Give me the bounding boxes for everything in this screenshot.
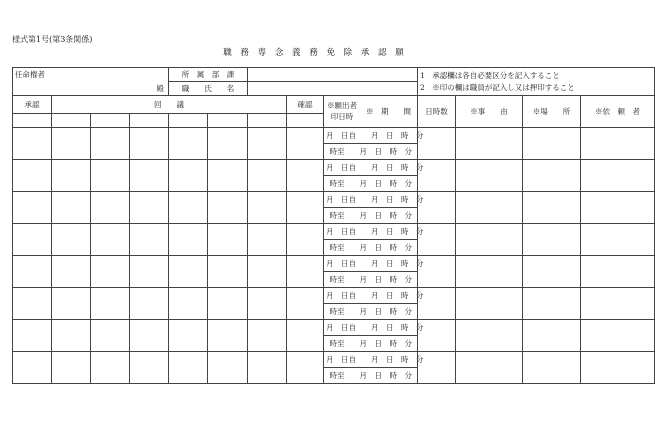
signature-cell[interactable]: [287, 192, 324, 224]
datetime-cell[interactable]: [324, 320, 424, 336]
review-sub-4: [169, 114, 208, 128]
signature-cell[interactable]: [208, 224, 248, 256]
signature-cell[interactable]: [248, 288, 287, 320]
period-datetime: 自 月 日 時 分: [348, 322, 424, 332]
note-2: 2 ※印の欄は職員が記入し又は押印すること: [420, 82, 575, 92]
stamp-datetime: 月 日: [326, 226, 349, 236]
note-1: 1 承認欄は各自必要区分を記入すること: [420, 71, 560, 81]
approval-sub: [13, 114, 52, 128]
col-review: 回 議: [52, 96, 287, 114]
period-datetime: 自 月 日 時 分: [348, 194, 424, 204]
signature-cell[interactable]: [287, 320, 324, 352]
period-datetime: 自 月 日 時 分: [348, 226, 424, 236]
signature-cell[interactable]: [52, 192, 91, 224]
signature-cell[interactable]: [91, 288, 130, 320]
form-row-a: [13, 160, 655, 176]
signature-cell[interactable]: [13, 128, 52, 160]
form-row-a: [13, 288, 655, 304]
signature-cell[interactable]: [169, 288, 208, 320]
stamp-datetime: 月 日: [326, 162, 349, 172]
period-datetime: 至 月 日 時 分: [337, 370, 413, 380]
signature-cell[interactable]: [130, 256, 169, 288]
approval-form-table: [12, 67, 655, 384]
review-sub-1: [52, 114, 91, 128]
signature-cell[interactable]: [287, 224, 324, 256]
signature-cell[interactable]: [91, 352, 130, 384]
signature-cell[interactable]: [13, 224, 52, 256]
form-title: 職 務 専 念 義 務 免 除 承 認 願: [223, 48, 407, 58]
signature-cell[interactable]: [91, 128, 130, 160]
place-field[interactable]: [523, 224, 581, 256]
reason-field[interactable]: [456, 320, 523, 352]
requester-field[interactable]: [581, 256, 655, 288]
signature-cell[interactable]: [169, 160, 208, 192]
stamp-datetime: 時: [329, 242, 338, 252]
period-datetime: 自 月 日 時 分: [348, 354, 424, 364]
datetime-cell[interactable]: [324, 128, 424, 144]
signature-cell[interactable]: [287, 256, 324, 288]
col-days: 日時数: [418, 96, 456, 128]
reason-field[interactable]: [456, 160, 523, 192]
signature-cell[interactable]: [130, 128, 169, 160]
signature-cell[interactable]: [208, 320, 248, 352]
signature-cell[interactable]: [13, 352, 52, 384]
col-stamp-line2: 印日時: [330, 111, 354, 121]
stamp-datetime: 時: [329, 146, 338, 156]
datetime-cell[interactable]: [324, 368, 418, 384]
col-reason: ※事 由: [456, 96, 523, 128]
signature-cell[interactable]: [130, 352, 169, 384]
name-label: 職 氏 名: [169, 82, 248, 96]
stamp-datetime: 月 日: [326, 354, 349, 364]
place-field[interactable]: [523, 320, 581, 352]
signature-cell[interactable]: [169, 320, 208, 352]
signature-cell[interactable]: [208, 256, 248, 288]
dept-field[interactable]: [248, 68, 418, 82]
datetime-cell[interactable]: [324, 192, 424, 208]
datetime-cell[interactable]: [324, 288, 424, 304]
signature-cell[interactable]: [248, 128, 287, 160]
appointer-cell: [13, 68, 169, 96]
col-stamp-line1: ※願出者: [327, 101, 357, 110]
place-field[interactable]: [523, 192, 581, 224]
signature-cell[interactable]: [91, 320, 130, 352]
signature-cell[interactable]: [130, 288, 169, 320]
datetime-cell[interactable]: [324, 176, 418, 192]
datetime-cell[interactable]: [324, 336, 418, 352]
review-sub-3: [130, 114, 169, 128]
signature-cell[interactable]: [130, 224, 169, 256]
reason-field[interactable]: [456, 256, 523, 288]
signature-cell[interactable]: [52, 128, 91, 160]
datetime-cell[interactable]: [324, 304, 418, 320]
signature-cell[interactable]: [287, 128, 324, 160]
place-field[interactable]: [523, 288, 581, 320]
confirm-sub: [287, 114, 324, 128]
col-requester: ※依 頼 者: [581, 96, 655, 128]
datetime-cell[interactable]: [324, 272, 418, 288]
signature-cell[interactable]: [208, 352, 248, 384]
period-datetime: 至 月 日 時 分: [337, 242, 413, 252]
signature-cell[interactable]: [91, 256, 130, 288]
signature-cell[interactable]: [248, 352, 287, 384]
signature-cell[interactable]: [208, 160, 248, 192]
datetime-cell[interactable]: [324, 208, 418, 224]
signature-cell[interactable]: [52, 320, 91, 352]
datetime-cell[interactable]: [324, 352, 424, 368]
signature-cell[interactable]: [130, 192, 169, 224]
reason-field[interactable]: [456, 352, 523, 384]
stamp-datetime: 時: [329, 274, 338, 284]
stamp-datetime: 時: [329, 178, 338, 188]
stamp-datetime: 月 日: [326, 290, 349, 300]
place-field[interactable]: [523, 128, 581, 160]
stamp-datetime: 時: [329, 370, 338, 380]
requester-field[interactable]: [581, 352, 655, 384]
signature-cell[interactable]: [248, 256, 287, 288]
signature-cell[interactable]: [91, 224, 130, 256]
col-confirm: 確認: [287, 96, 324, 114]
reason-field[interactable]: [456, 128, 523, 160]
signature-cell[interactable]: [287, 288, 324, 320]
signature-cell[interactable]: [208, 288, 248, 320]
stamp-datetime: 月 日: [326, 130, 349, 140]
period-datetime: 自 月 日 時 分: [348, 130, 424, 140]
form-row-a: [13, 192, 655, 208]
stamp-datetime: 時: [329, 306, 338, 316]
signature-cell[interactable]: [248, 160, 287, 192]
stamp-datetime: 月 日: [326, 258, 349, 268]
appointer-label: 任命権者: [15, 70, 45, 79]
place-field[interactable]: [523, 256, 581, 288]
dept-label: 所 属 部 課: [169, 68, 248, 82]
signature-cell[interactable]: [13, 160, 52, 192]
name-field[interactable]: [248, 82, 418, 96]
signature-cell[interactable]: [91, 160, 130, 192]
review-sub-6: [248, 114, 287, 128]
form-row-a: [13, 320, 655, 336]
form-row-a: [13, 224, 655, 240]
period-datetime: 至 月 日 時 分: [337, 274, 413, 284]
period-datetime: 自 月 日 時 分: [348, 162, 424, 172]
place-field[interactable]: [523, 352, 581, 384]
datetime-cell[interactable]: [324, 256, 424, 272]
col-stamp-period: [324, 96, 418, 128]
signature-cell[interactable]: [52, 352, 91, 384]
col-period: ※ 期 間: [366, 106, 412, 116]
signature-cell[interactable]: [91, 192, 130, 224]
period-datetime: 至 月 日 時 分: [337, 338, 413, 348]
signature-cell[interactable]: [169, 128, 208, 160]
period-datetime: 自 月 日 時 分: [348, 258, 424, 268]
review-sub-5: [208, 114, 248, 128]
form-row-a: [13, 256, 655, 272]
requester-field[interactable]: [581, 192, 655, 224]
signature-cell[interactable]: [52, 160, 91, 192]
signature-cell[interactable]: [130, 160, 169, 192]
dono-label: 殿: [156, 83, 164, 93]
datetime-cell[interactable]: [324, 224, 424, 240]
datetime-cell[interactable]: [324, 160, 424, 176]
signature-cell[interactable]: [287, 160, 324, 192]
reason-field[interactable]: [456, 288, 523, 320]
period-datetime: 至 月 日 時 分: [337, 146, 413, 156]
period-datetime: 至 月 日 時 分: [337, 210, 413, 220]
requester-field[interactable]: [581, 160, 655, 192]
requester-field[interactable]: [581, 224, 655, 256]
period-datetime: 至 月 日 時 分: [337, 178, 413, 188]
signature-cell[interactable]: [13, 192, 52, 224]
requester-field[interactable]: [581, 288, 655, 320]
col-place: ※場 所: [523, 96, 581, 128]
requester-field[interactable]: [581, 320, 655, 352]
signature-cell[interactable]: [169, 256, 208, 288]
place-field[interactable]: [523, 160, 581, 192]
stamp-datetime: 時: [329, 210, 338, 220]
signature-cell[interactable]: [248, 224, 287, 256]
stamp-datetime: 月 日: [326, 322, 349, 332]
signature-cell[interactable]: [208, 192, 248, 224]
requester-field[interactable]: [581, 128, 655, 160]
datetime-cell[interactable]: [324, 144, 418, 160]
period-datetime: 自 月 日 時 分: [348, 290, 424, 300]
signature-cell[interactable]: [169, 192, 208, 224]
signature-cell[interactable]: [13, 320, 52, 352]
signature-cell[interactable]: [52, 224, 91, 256]
signature-cell[interactable]: [169, 224, 208, 256]
signature-cell[interactable]: [52, 288, 91, 320]
stamp-datetime: 時: [329, 338, 338, 348]
stamp-datetime: 月 日: [326, 194, 349, 204]
signature-cell[interactable]: [13, 256, 52, 288]
signature-cell[interactable]: [169, 352, 208, 384]
col-approval: 承認: [13, 96, 52, 114]
form-row-a: [13, 352, 655, 368]
signature-cell[interactable]: [287, 352, 324, 384]
form-number-label: 様式第1号(第3条関係): [12, 35, 93, 44]
reason-field[interactable]: [456, 224, 523, 256]
signature-cell[interactable]: [208, 128, 248, 160]
signature-cell[interactable]: [52, 256, 91, 288]
signature-cell[interactable]: [248, 192, 287, 224]
form-row-a: [13, 128, 655, 144]
period-datetime: 至 月 日 時 分: [337, 306, 413, 316]
datetime-cell[interactable]: [324, 240, 418, 256]
signature-cell[interactable]: [13, 288, 52, 320]
notes-cell: [418, 68, 655, 96]
review-sub-2: [91, 114, 130, 128]
signature-cell[interactable]: [130, 320, 169, 352]
reason-field[interactable]: [456, 192, 523, 224]
signature-cell[interactable]: [248, 320, 287, 352]
